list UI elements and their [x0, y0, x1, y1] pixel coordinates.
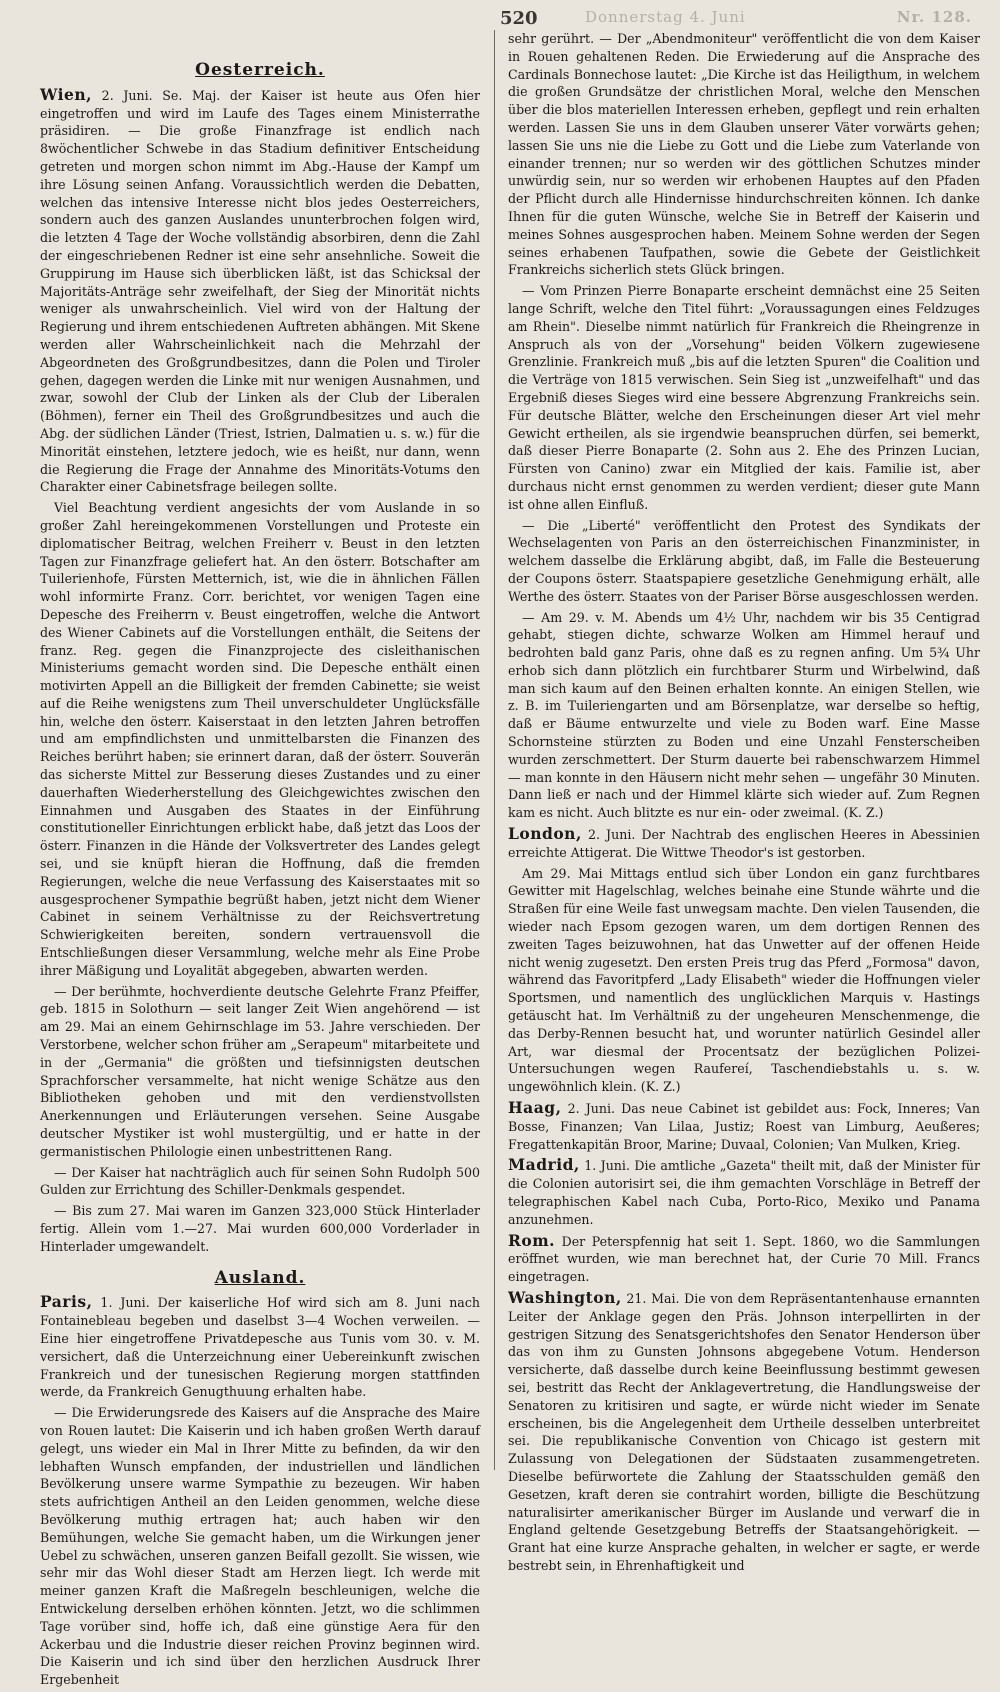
article-rouen: — Die Erwiderungsrede des Kaisers auf die Ansprache des Maire von Rouen lautet: Die Kaiserin und ich haben großen Werth darauf gelegt, uns wieder ein Mal in Ihrer Mitte zu befinden, da wir den lebhaften Wunsch empfanden, der industriellen und ländlichen Bevölkerung unsere warme Sympathie zu bezeugen. Wir haben stets aufrichtigen Antheil an den Leiden genommen, welche diese Bevölkerung muthig ertragen hat; auch haben wir den Bemühungen, welche Sie gemacht haben, um die Wirkungen jener Uebel zu schwächen, unseren ganzen Beifall gezollt. Sie wissen, wie sehr mir das Wohl dieser Stadt am Herzen liegt. Ich werde mit meiner ganzen Kraft die Maßregeln beschleunigen, welche die Entwickelung derselben erhöhen könnten. Jetzt, wo die schlimmen Tage vorüber sind, hoffe ich, daß eine günstige Aera für den Ackerbau und die Industrie dieser reichen Provinz beginnen wird. Die Kaiserin und ich sind über den herzlichen Ausdruck Ihrer Ergebenheit [40, 1405, 480, 1688]
right-column [508, 30, 980, 1578]
article-wien-text: 2. Juni. Se. Maj. der Kaiser ist heute aus Ofen hier eingetroffen und wird im Laufe des Tages einem Ministerrathe präsidiren. — Die große Finanzfrage ist endlich nach 8wöchentlicher Schwebe in das Stadium definitiver Entscheidung getreten und morgen schon nimmt im Abg.-Hause der Kampf um ihre Lösung seinen Anfang. Voraussichtlich werden die Debatten, welchen das intensive Interesse nicht blos jedes Oesterreichers, sondern auch des ganzen Auslandes ununterbrochen folgen wird, die letzten 4 Tage der Woche vollständig absorbiren, denn die Zahl der eingeschriebenen Redner ist eine sehr ansehnliche. Soweit die Gruppirung im Hause sich überblicken läßt, ist das Schicksal der Majoritäts-Anträge sehr zweifelhaft, der Sieg der Minorität nichts weniger als unwahrscheinlich. Viel wird von der Haltung der Regierung und ihrem entschiedenen Auftreten abhängen. Mit Skene werden aller Wahrscheinlichkeit nach die Mehrzahl der Abgeordneten des Großgrundbesitzes, dann die Polen und Tiroler gehen, dagegen werden die Linke mit nur wenigen Ausnahmen, und zwar, sowohl der Club der Linken als der Club der Liberalen (Böhmen), ferner ein Theil des Großgrundbesitzes und auch die Abg. der südlichen Länder (Triest, Istrien, Dalmatien u. s. w.) für die Minorität einstehen, letztere jedoch, wie es heißt, nur dann, wenn die Regierung die Frage der Annahme des Minoritäts-Votums den Charakter einer Cabinetsfrage beilegen sollte. [40, 87, 480, 495]
left-column [40, 62, 480, 1692]
article-london-text: 2. Juni. Der Nachtrab des englischen Heeres in Abessinien erreichte Attigerat. Die Wittwe Theodor's ist gestorben. [508, 827, 980, 860]
article-haag-text: 2. Juni. Das neue Cabinet ist gebildet aus: Fock, Inneres; Van Bosse, Finanzen; Van Lilaa, Justiz; Roest van Limburg, Aeußeres; Fregattenkapitän Broor, Marine; Duvaal, Colonien; Van Mulken, Krieg. [508, 1101, 980, 1152]
article-paris-text: 1. Juni. Der kaiserliche Hof wird sich am 8. Juni nach Fontainebleau begeben und daselbst 3—4 Wochen verweilen. — Eine hier eingetroffene Privatdepesche aus Tunis vom 30. v. M. versichert, daß die Unterzeichnung einer Uebereinkunft zwischen Frankreich und der tunesischen Regierung morgen stattfinden werde, da Frankreich Genugthuung erhalten habe. [40, 1295, 480, 1400]
bleed-through-title: Donnerstag 4. Juni [585, 8, 746, 26]
article-london [508, 825, 980, 862]
article-schiller: — Der Kaiser hat nachträglich auch für seinen Sohn Rudolph 500 Gulden zur Errichtung des Schiller-Denkmals gespendet. [40, 1164, 480, 1198]
dateline-wien: Wien, [40, 84, 93, 104]
dateline-madrid: Madrid, [508, 1155, 580, 1175]
article-washington-text: 21. Mai. Die von dem Repräsentantenhause ernannten Leiter der Anklage gegen den Präs. Johnson interpellirten in der gestrigen Sitzung des Senatsgerichtshofes den Senator Henderson über das von ihm zu Gunsten Johnsons abgegebene Votum. Henderson versicherte, daß dasselbe durch keine Beeinflussung bestimmt gewesen sei, bestritt das Recht der Anklagevertretung, die Handlungsweise der Senatoren zu kritisiren und sagte, er würde nicht wieder im Senate erscheinen, bis die Angelegenheit dem Urtheile desselben unterbreitet sei. Die republikanische Convention von Chicago ist gestern mit Zulassung von Delegationen der Südstaaten zusammengetreten. Dieselbe befürwortete die Zahlung der Staatsschulden gemäß den Gesetzen, kraft deren sie contrahirt worden, billigte die Beschützung naturalisirter amerikanischer Bürger im Auslande und verwarf die in England geltende Gesetzgebung Betreffs der Staatsangehörigkeit. — Grant hat eine kurze Ansprache gehalten, in welcher er sagte, er werde bestrebt sein, in Ehrenhaftigkeit und [508, 1290, 980, 1573]
dateline-paris: Paris, [40, 1292, 93, 1312]
article-rom-text: Der Peterspfennig hat seit 1. Sept. 1860, wo die Sammlungen eröffnet wurden, wie man berechnet hat, der Curie 70 Mill. Francs eingetragen. [508, 1233, 980, 1285]
dateline-london: London, [508, 824, 582, 844]
article-madrid-text: 1. Juni. Die amtliche „Gazeta" theilt mit, daß der Minister für die Colonien autorisirt sei, die ihm gemachten Vorschläge in Betreff der telegraphischen Kabel nach Cuba, Porto-Rico, Mexiko und Panama anzunehmen. [508, 1158, 980, 1227]
article-pierre-bonaparte: — Vom Prinzen Pierre Bonaparte erscheint demnächst eine 25 Seiten lange Schrift, welche den Titel führt: „Voraussagungen eines Feldzuges am Rhein". Dieselbe nimmt natürlich für Frankreich die Rheingrenze in Anspruch als von der „Vorsehung" beiden Völkern zugewiesene Grenzlinie. Frankreich muß „bis auf die letzten Spuren" die Coalition und die Verträge von 1815 verwischen. Sein Sieg ist „unzweifelhaft" und das Ergebniß dieses Sieges wird eine bessere Abgrenzung Frankreichs sein. Für deutsche Blätter, welche den Erscheinungen dieser Art viel mehr Gewicht ertheilen, als sie irgendwie beanspruchen dürfen, sei bemerkt, daß dieser Pierre Bonaparte (2. Sohn aus 2. Ehe des Prinzen Lucian, Fürsten von Canino) zwar ein Mitglied der kais. Familie ist, aber durchaus nicht ernst genommen zu werden verdient; dieser gute Mann ist ohne allen Einfluß. [508, 283, 980, 512]
article-gewitter: Am 29. Mai Mittags entlud sich über London ein ganz furchtbares Gewitter mit Hagelschlag, welches beinahe eine Stunde währte und die Straßen für eine Weile fast unwegsam machte. Den vielen Tausenden, die wieder nach Epsom gezogen waren, um dem dortigen Rennen des zweiten Tages beizuwohnen, hat das Unwetter auf der offenen Heide nicht wenig zugesetzt. Den ersten Preis trug das Pferd „Formosa" davon, während das Favoritpferd „Lady Elisabeth" wieder die Hoffnungen vieler Sportsmen, und namentlich des unglücklichen Marquis v. Hastings getäuscht hat. Im Verhältniß zu der ungeheuren Menschenmenge, die das Derby-Rennen besucht hat, und worunter natürlich Gesindel aller Art, war diesmal der Procentsatz der bezüglichen Polizei-Untersuchungen wegen Raufereí, Taschendiebstahls u. s. w. ungewöhnlich klein. (K. Z.) [508, 865, 980, 1095]
dateline-rom: Rom. [508, 1230, 556, 1250]
article-beust: Viel Beachtung verdient angesichts der vom Auslande in so großer Zahl hereingekommenen Vorstellungen und Proteste ein diplomatischer Beitrag, welchen Freiherr v. Beust in den letzten Tagen zur Finanzfrage geliefert hat. An den österr. Botschafter am Tuilerienhofe, Fürsten Metternich, ist, wie die in ähnlichen Fällen wohl informirte Franz. Corr. berichtet, vor wenigen Tagen eine Depesche des Freiherrn v. Beust eingetroffen, welche die Antwort des Wiener Cabinets auf die Vorstellungen enthält, die Seitens der franz. Reg. gegen die Finanzprojecte des cisleithanischen Ministeriums gemacht worden sind. Die Depesche enthält einen motivirten Appell an die Billigkeit der fremden Cabinette; sie weist auf die Reihe wenigstens zum Theil unverschuldeter Unglücksfälle hin, welche den österr. Kaiserstaat in den letzten Jahren betroffen und am empfindlichsten und unmittelbarsten die Finanzen des Reiches berührt haben; sie erinnert daran, daß der österr. Souverän das sicherste Mittel zur Besserung dieses Zustandes und zu einer dauerhaften Wiederherstellung des Gleichgewichtes zwischen den Einnahmen und Ausgaben des Staates in der Einführung constitutioneller Einrichtungen erblickt habe, daß jetzt das Loos der österr. Finanzen in die Hände der Volksvertreter des Landes gelegt sei, und sie knüpft hieran die Hoffnung, daß die fremden Regierungen, welche die neue Verfassung des Kaiserstaates mit so ausgesprochener Sympathie begrüßt haben, jetzt nicht dem Wiener Cabinet in seinem Verhältnisse zu der Reichsvertretung Schwierigkeiten bereiten, sondern vertrauensvoll die Entschließungen dieser Versammlung, welche mehr als Eine Probe ihrer Mäßigung und Loyalität abgegeben, abwarten werden. [40, 500, 480, 978]
article-pfeiffer: — Der berühmte, hochverdiente deutsche Gelehrte Franz Pfeiffer, geb. 1815 in Solothurn — seit langer Zeit Wien angehörend — ist am 29. Mai an einem Gehirnschlage im 53. Jahre verschieden. Der Verstorbene, welcher schon früher am „Serapeum" mitarbeitete und in der „Germania" die größten und tiefsinnigsten deutschen Sprachforscher versammelte, hat nicht wenige Schätze aus den Bibliotheken gehoben und mit den verdienstvollsten Anerkennungen und Erläuterungen versehen. Seine Ausgabe deutscher Mystiker ist wohl mustergültig, und er hatte in der germanistischen Philologie einen unbestrittenen Rang. [40, 983, 480, 1159]
article-sturm: — Am 29. v. M. Abends um 4½ Uhr, nachdem wir bis 35 Centigrad gehabt, stiegen dichte, schwarze Wolken am Himmel herauf und bedrohten bald ganz Paris, ohne daß es zu regnen anfing. Um 5¾ Uhr erhob sich dann plötzlich ein furchtbarer Sturm und Wirbelwind, daß man sich kaum auf den Beinen erhalten konnte. An einigen Stellen, wie z. B. im Tuileriengarten und am Börsenplatze, war derselbe so heftig, daß er Bäume entwurzelte und viele zu Boden warf. Eine Masse Schornsteine stürzten zu Boden und eine Unzahl Fensterscheiben wurden zerschmettert. Der Sturm dauerte bei rabenschwarzem Himmel — man konnte in den Häusern nicht mehr sehen — ungefähr 30 Minuten. Dann ließ er nach und der Himmel klärte sich wieder auf. Zum Regnen kam es nicht. Auch blitzte es nur ein- oder zweimal. (K. Z.) [508, 609, 980, 821]
article-rom [508, 1232, 980, 1286]
dateline-washington: Washington, [508, 1287, 622, 1307]
article-haag [508, 1099, 980, 1153]
issue-number: Nr. 128. [896, 8, 972, 26]
page-number: 520 [500, 8, 538, 29]
section-title-oesterreich: Oesterreich. [195, 60, 325, 80]
article-wien [40, 86, 480, 496]
article-liberte: — Die „Liberté" veröffentlicht den Protest des Syndikats der Wechselagenten von Paris an den österreichischen Finanzminister, in welchem dasselbe die Erklärung abgibt, daß, im Falle die Besteuerung der Coupons österr. Staatspapiere gesetzliche Genehmigung erhält, alle Werthe des österr. Staates von der Pariser Börse ausgeschlossen werden. [508, 517, 980, 604]
column-rule [494, 30, 495, 1470]
running-head [0, 6, 1000, 28]
article-washington [508, 1289, 980, 1575]
article-madrid [508, 1156, 980, 1228]
article-hinterlader: — Bis zum 27. Mai waren im Ganzen 323,000 Stück Hinterlader fertig. Allein vom 1.—27. Mai wurden 600,000 Vorderlader in Hinterlader umgewandelt. [40, 1203, 480, 1254]
article-abendmoniteur: sehr gerührt. — Der „Abendmoniteur" veröffentlicht die von dem Kaiser in Rouen gehaltenen Reden. Die Erwiederung auf die Ansprache des Cardinals Bonnechose lautet: „Die Kirche ist das Heiligthum, in welchem die großen Grundsätze der christlichen Moral, welche den Menschen über die blos materiellen Interessen erheben, gepflegt und rein erhalten werden. Lassen Sie uns in dem Glauben unserer Väter vorwärts gehen; lassen Sie uns nie die Liebe zu Gott und die Liebe zum Vaterlande von einander trennen; nur so werden wir des göttlichen Schutzes minder unwürdig sein, nur so werden wir erhobenen Hauptes auf den Pfaden der Pflicht durch alle Hindernisse hindurchschreiten können. Ich danke Ihnen für die guten Wünsche, welche Sie in Betreff der Kaiserin und meines Sohnes ausgesprochen haben. Meinem Sohne werden der Segen seines erhabenen Taufpathen, sowie die Gebete der Geistlichkeit Frankreichs sicherlich stets Glück bringen. [508, 31, 980, 278]
dateline-haag: Haag, [508, 1098, 562, 1118]
article-paris [40, 1293, 480, 1401]
section-title-ausland: Ausland. [214, 1267, 306, 1288]
